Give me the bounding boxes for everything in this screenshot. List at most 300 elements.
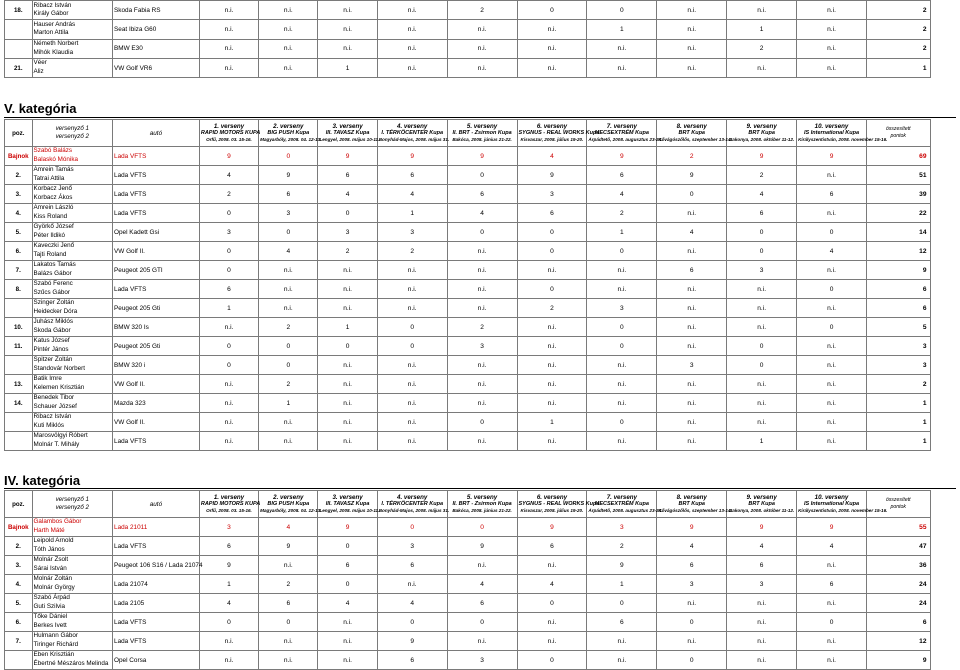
- race-result-cell: n.i.: [587, 356, 657, 375]
- position-cell: 21.: [5, 58, 33, 77]
- driver-pair-cell: [32, 518, 112, 537]
- header-car: autó: [113, 491, 200, 518]
- race-result-cell: n.i.: [377, 575, 447, 594]
- race-result-cell: 1: [727, 20, 797, 39]
- race-result-cell: 0: [199, 613, 258, 632]
- race-result-cell: n.i.: [199, 39, 258, 58]
- position-cell: 6.: [5, 242, 33, 261]
- race-result-cell: 3: [517, 185, 587, 204]
- race-result-cell: 6: [587, 613, 657, 632]
- race-result-cell: 0: [377, 518, 447, 537]
- race-result-cell: 4: [657, 537, 727, 556]
- race-name: RAPID MOTORS KUPA: [200, 501, 261, 508]
- race-result-cell: 1: [318, 318, 377, 337]
- table-row: [5, 356, 956, 375]
- race-result-cell: 4: [657, 223, 727, 242]
- race-result-cell: n.i.: [727, 651, 797, 670]
- race-result-cell: n.i.: [727, 594, 797, 613]
- race-result-cell: 6: [199, 280, 258, 299]
- header-race-3: [318, 120, 380, 147]
- race-number: 10. verseny: [814, 494, 849, 502]
- driver-pair-cell: [32, 356, 112, 375]
- total-points-cell: 1: [866, 394, 930, 413]
- race-result-cell: n.i.: [517, 632, 587, 651]
- race-result-cell: n.i.: [657, 632, 727, 651]
- header-total: [866, 120, 930, 147]
- car-cell: VW Golf VR6: [113, 58, 200, 77]
- total-points-cell: 51: [866, 166, 930, 185]
- race-result-cell: 2: [727, 166, 797, 185]
- race-result-cell: 2: [587, 204, 657, 223]
- race-result-cell: n.i.: [797, 39, 867, 58]
- race-result-cell: n.i.: [259, 261, 318, 280]
- driver-2: Molnár György: [33, 584, 75, 591]
- race-result-cell: 6: [657, 556, 727, 575]
- driver-2: Aliz: [33, 68, 44, 76]
- race-result-cell: 0: [259, 613, 318, 632]
- race-result-cell: n.i.: [727, 280, 797, 299]
- race-result-cell: n.i.: [318, 613, 377, 632]
- race-result-cell: n.i.: [657, 318, 727, 337]
- race-result-cell: 3: [199, 518, 258, 537]
- position-cell: 5.: [5, 594, 33, 613]
- race-result-cell: 0: [657, 185, 727, 204]
- driver-1: Amrein László: [33, 204, 74, 212]
- race-number: 8. verseny: [676, 123, 707, 131]
- position-cell: 7.: [5, 261, 33, 280]
- total-points-cell: 24: [866, 594, 930, 613]
- position-cell: 8.: [5, 280, 33, 299]
- driver-1: Batik Imre: [33, 375, 62, 383]
- total-points-cell: 1: [866, 432, 930, 451]
- race-result-cell: 0: [447, 613, 517, 632]
- race-result-cell: n.i.: [587, 58, 657, 77]
- header-race-1: [199, 120, 261, 147]
- race-result-cell: n.i.: [727, 299, 797, 318]
- race-result-cell: 9: [797, 518, 867, 537]
- race-name: III. TAVASZ Kupa: [325, 130, 370, 137]
- driver-2: Kelemen Krisztián: [33, 384, 85, 391]
- race-name: II. BRT - Zsirmon Kupa: [452, 130, 512, 137]
- car-cell: Lada VFTS: [113, 432, 200, 451]
- driver-pair-cell: [32, 337, 112, 356]
- race-result-cell: n.i.: [259, 432, 318, 451]
- driver-pair-cell: [32, 299, 112, 318]
- driver-pair-cell: [32, 556, 112, 575]
- race-result-cell: 9: [447, 147, 517, 166]
- driver-2: Skoda Gábor: [33, 327, 71, 334]
- race-result-cell: 4: [517, 147, 587, 166]
- race-result-cell: 2: [447, 1, 517, 20]
- driver-1: Galambos Gábor: [33, 518, 82, 526]
- race-result-cell: 6: [727, 556, 797, 575]
- race-result-cell: n.i.: [447, 356, 517, 375]
- race-result-cell: 9: [199, 556, 258, 575]
- race-result-cell: 4: [447, 204, 517, 223]
- race-place-date: Kisvaszar, 2008. július 19-20.: [520, 507, 584, 513]
- race-result-cell: 0: [199, 356, 258, 375]
- driver-1: Spitzer Zoltán: [33, 356, 73, 364]
- header-race-5: [447, 120, 517, 147]
- race-result-cell: 1: [199, 299, 258, 318]
- race-result-cell: 2: [447, 318, 517, 337]
- race-name: SYGNUS - REAL WORKS Kupa: [518, 501, 600, 508]
- race-result-cell: 9: [797, 147, 867, 166]
- race-result-cell: n.i.: [318, 20, 377, 39]
- position-cell: [5, 651, 33, 670]
- race-number: 2. verseny: [273, 494, 304, 502]
- position-cell: [5, 299, 33, 318]
- category-v-table: [4, 119, 956, 451]
- header-total: [866, 491, 930, 518]
- position-cell: 4.: [5, 575, 33, 594]
- table-row: [5, 147, 956, 166]
- race-result-cell: 3: [587, 299, 657, 318]
- car-cell: Lada VFTS: [113, 204, 200, 223]
- race-result-cell: 0: [318, 204, 377, 223]
- race-result-cell: n.i.: [587, 394, 657, 413]
- race-result-cell: n.i.: [259, 39, 318, 58]
- total-points-cell: 1: [866, 58, 930, 77]
- category-title-iv: IV. kategória: [4, 473, 81, 488]
- race-result-cell: 3: [447, 337, 517, 356]
- race-result-cell: n.i.: [259, 280, 318, 299]
- driver-2: Ébertné Mészáros Melinda: [33, 660, 109, 667]
- car-cell: Lada 21074: [113, 575, 200, 594]
- race-result-cell: 9: [657, 166, 727, 185]
- race-result-cell: 6: [199, 537, 258, 556]
- table-row: [5, 537, 956, 556]
- car-cell: VW Golf II.: [113, 375, 200, 394]
- driver-1: Németh Norbert: [33, 40, 79, 48]
- race-result-cell: 9: [587, 556, 657, 575]
- car-cell: Opel Corsa: [113, 651, 200, 670]
- race-result-cell: 4: [259, 242, 318, 261]
- car-cell: Seat Ibiza G60: [113, 20, 200, 39]
- race-result-cell: 1: [587, 223, 657, 242]
- race-result-cell: n.i.: [199, 1, 258, 20]
- race-result-cell: 1: [517, 413, 587, 432]
- race-result-cell: 3: [727, 261, 797, 280]
- table-row: [5, 556, 956, 575]
- race-result-cell: 0: [199, 204, 258, 223]
- race-result-cell: 3: [259, 204, 318, 223]
- race-number: 1. verseny: [213, 494, 245, 502]
- race-result-cell: 0: [447, 166, 517, 185]
- race-result-cell: n.i.: [447, 242, 517, 261]
- race-result-cell: n.i.: [447, 39, 517, 58]
- total-points-cell: 1: [866, 413, 930, 432]
- race-result-cell: 6: [377, 651, 447, 670]
- race-result-cell: 0: [199, 261, 258, 280]
- race-result-cell: 6: [377, 556, 447, 575]
- table-row: [5, 432, 956, 451]
- driver-1: Lakatos Tamás: [33, 261, 76, 269]
- race-result-cell: n.i.: [517, 20, 587, 39]
- race-result-cell: 0: [727, 356, 797, 375]
- table-row: [5, 518, 956, 537]
- race-result-cell: n.i.: [797, 356, 867, 375]
- driver-1: Ribacz István: [33, 1, 72, 9]
- position-cell: 18.: [5, 1, 33, 20]
- total-points-cell: 6: [866, 299, 930, 318]
- car-cell: Peugeot 106 S16 / Lada 21074: [113, 556, 200, 575]
- race-result-cell: 9: [318, 147, 377, 166]
- race-result-cell: 6: [657, 261, 727, 280]
- race-name: SYGNUS - REAL WORKS Kupa: [518, 130, 600, 137]
- race-result-cell: n.i.: [797, 432, 867, 451]
- total-points-cell: 3: [866, 337, 930, 356]
- car-cell: Lada VFTS: [113, 632, 200, 651]
- total-points-cell: 5: [866, 318, 930, 337]
- driver-2: Schauer József: [33, 403, 77, 410]
- race-result-cell: n.i.: [657, 432, 727, 451]
- driver-pair-cell: [32, 58, 112, 77]
- race-result-cell: 0: [657, 613, 727, 632]
- race-result-cell: 0: [377, 318, 447, 337]
- header-race-10: [797, 120, 888, 147]
- race-result-cell: 9: [587, 147, 657, 166]
- driver-1: Molnár Zsolt: [33, 556, 69, 564]
- header-total-2: pontok: [890, 504, 907, 510]
- driver-2: Balaskó Mónika: [33, 156, 78, 163]
- race-result-cell: 6: [259, 185, 318, 204]
- race-result-cell: n.i.: [727, 394, 797, 413]
- race-result-cell: n.i.: [199, 432, 258, 451]
- position-cell: 7.: [5, 632, 33, 651]
- total-points-cell: 47: [866, 537, 930, 556]
- race-number: 5. verseny: [466, 123, 498, 131]
- header-driver-1: versenyző 1: [55, 125, 89, 132]
- header-total-2: pontok: [890, 133, 907, 139]
- driver-1: Katus József: [33, 337, 70, 345]
- position-cell: 3.: [5, 556, 33, 575]
- position-cell: 3.: [5, 185, 33, 204]
- race-result-cell: 9: [377, 147, 447, 166]
- driver-2: Péter Ildikó: [33, 232, 66, 239]
- race-result-cell: n.i.: [318, 356, 377, 375]
- header-pos: poz.: [5, 120, 33, 147]
- race-result-cell: n.i.: [259, 299, 318, 318]
- race-result-cell: n.i.: [797, 337, 867, 356]
- race-result-cell: n.i.: [517, 556, 587, 575]
- driver-1: Korbacz Jenő: [33, 185, 73, 193]
- position-cell: [5, 413, 33, 432]
- race-result-cell: n.i.: [797, 556, 867, 575]
- car-cell: Mazda 323: [113, 394, 200, 413]
- header-race-6: [517, 491, 600, 518]
- race-name: MECSEXTRÉM Kupa: [594, 130, 649, 137]
- driver-1: Ribacz István: [33, 413, 72, 421]
- race-name: I. TÉRKÖCENTER Kupa: [381, 501, 444, 508]
- race-result-cell: 9: [727, 147, 797, 166]
- race-result-cell: 4: [797, 537, 867, 556]
- race-result-cell: 3: [377, 537, 447, 556]
- table-row: [5, 280, 956, 299]
- race-result-cell: n.i.: [727, 1, 797, 20]
- race-result-cell: n.i.: [517, 318, 587, 337]
- header-race-2: [259, 491, 322, 518]
- driver-2: Molnár T. Mihály: [33, 441, 80, 448]
- race-result-cell: 4: [727, 185, 797, 204]
- race-result-cell: n.i.: [377, 432, 447, 451]
- table-row: [5, 413, 956, 432]
- driver-1: Leipold Arnold: [33, 537, 74, 545]
- car-cell: Lada VFTS: [113, 280, 200, 299]
- race-result-cell: 0: [318, 575, 377, 594]
- race-result-cell: n.i.: [657, 204, 727, 223]
- race-result-cell: 0: [259, 337, 318, 356]
- race-result-cell: 2: [377, 242, 447, 261]
- race-result-cell: 4: [517, 575, 587, 594]
- table-row: [5, 299, 956, 318]
- car-cell: VW Golf II.: [113, 413, 200, 432]
- car-cell: Opel Kadett Gsi: [113, 223, 200, 242]
- race-place-date: Kővágószőlős, szeptember 13-14.: [658, 136, 732, 142]
- race-name: RAPID MOTORS KUPA: [200, 130, 261, 137]
- total-points-cell: 24: [866, 575, 930, 594]
- race-result-cell: 9: [377, 632, 447, 651]
- race-result-cell: n.i.: [587, 280, 657, 299]
- race-result-cell: 3: [657, 356, 727, 375]
- driver-2: Tajti Roland: [33, 251, 67, 258]
- driver-2: Harth Máté: [33, 527, 65, 534]
- race-result-cell: n.i.: [377, 280, 447, 299]
- race-result-cell: n.i.: [377, 394, 447, 413]
- car-cell: Lada VFTS: [113, 613, 200, 632]
- race-result-cell: 3: [318, 223, 377, 242]
- race-number: 6. verseny: [536, 494, 568, 502]
- driver-pair-cell: [32, 280, 112, 299]
- race-result-cell: 1: [259, 394, 318, 413]
- race-result-cell: n.i.: [259, 651, 318, 670]
- race-result-cell: 4: [727, 537, 797, 556]
- position-cell: Bajnok: [5, 518, 33, 537]
- race-result-cell: 0: [657, 651, 727, 670]
- table-row: [5, 39, 956, 58]
- race-result-cell: n.i.: [318, 1, 377, 20]
- race-result-cell: n.i.: [259, 632, 318, 651]
- driver-2: Berkes Ivett: [33, 622, 67, 629]
- driver-2: Standovár Norbert: [33, 365, 85, 372]
- race-result-cell: n.i.: [377, 356, 447, 375]
- race-result-cell: 0: [199, 337, 258, 356]
- total-points-cell: 22: [866, 204, 930, 223]
- race-result-cell: 3: [377, 223, 447, 242]
- race-result-cell: 9: [517, 166, 587, 185]
- driver-2: Tiringer Richárd: [33, 641, 79, 648]
- race-result-cell: n.i.: [517, 337, 587, 356]
- position-cell: [5, 356, 33, 375]
- race-result-cell: n.i.: [657, 594, 727, 613]
- race-result-cell: 0: [318, 337, 377, 356]
- race-result-cell: 0: [587, 413, 657, 432]
- race-result-cell: 0: [517, 594, 587, 613]
- driver-pair-cell: [32, 394, 112, 413]
- race-result-cell: 1: [199, 575, 258, 594]
- driver-pair-cell: [32, 204, 112, 223]
- position-cell: Bajnok: [5, 147, 33, 166]
- race-result-cell: n.i.: [377, 58, 447, 77]
- race-result-cell: n.i.: [797, 299, 867, 318]
- race-result-cell: 9: [259, 166, 318, 185]
- race-result-cell: n.i.: [199, 318, 258, 337]
- race-result-cell: 4: [318, 185, 377, 204]
- race-result-cell: n.i.: [517, 613, 587, 632]
- header-driver-1: versenyző 1: [55, 496, 89, 503]
- race-result-cell: 0: [517, 242, 587, 261]
- header-race-7: [587, 491, 663, 518]
- race-result-cell: 0: [447, 518, 517, 537]
- position-cell: [5, 20, 33, 39]
- race-result-cell: n.i.: [199, 58, 258, 77]
- table-row: [5, 185, 956, 204]
- table-row: [5, 337, 956, 356]
- race-result-cell: 6: [797, 185, 867, 204]
- header-race-6: [517, 120, 600, 147]
- race-place-date: Királyszentistván, 2008. november 15-16.: [798, 136, 888, 142]
- position-cell: 14.: [5, 394, 33, 413]
- race-result-cell: 2: [259, 375, 318, 394]
- driver-1: Kaveczki Jenő: [33, 242, 75, 250]
- race-result-cell: n.i.: [587, 632, 657, 651]
- table-row: [5, 394, 956, 413]
- race-result-cell: n.i.: [447, 632, 517, 651]
- driver-1: Hulmann Gábor: [33, 632, 78, 640]
- position-cell: 13.: [5, 375, 33, 394]
- race-result-cell: 0: [797, 223, 867, 242]
- driver-pair-cell: [32, 318, 112, 337]
- race-result-cell: 0: [797, 318, 867, 337]
- race-result-cell: n.i.: [259, 20, 318, 39]
- race-result-cell: 2: [259, 318, 318, 337]
- race-result-cell: 9: [318, 518, 377, 537]
- race-name: BIG PUSH Kupa: [267, 501, 310, 508]
- race-result-cell: 9: [727, 518, 797, 537]
- race-result-cell: 0: [517, 280, 587, 299]
- driver-pair-cell: [32, 632, 112, 651]
- race-number: 7. verseny: [606, 494, 637, 502]
- driver-1: Marosvölgyi Róbert: [33, 432, 88, 440]
- race-result-cell: n.i.: [517, 375, 587, 394]
- race-result-cell: n.i.: [377, 299, 447, 318]
- race-result-cell: n.i.: [797, 58, 867, 77]
- total-points-cell: 2: [866, 39, 930, 58]
- total-points-cell: 39: [866, 185, 930, 204]
- race-result-cell: n.i.: [318, 39, 377, 58]
- race-place-date: Kisvaszar, 2008. július 19-20.: [520, 136, 584, 142]
- driver-1: Györkő József: [33, 223, 74, 231]
- table-row: [5, 632, 956, 651]
- car-cell: Peugeot 205 GTI: [113, 261, 200, 280]
- driver-pair-cell: [32, 1, 112, 20]
- race-result-cell: n.i.: [657, 375, 727, 394]
- race-result-cell: 2: [318, 242, 377, 261]
- race-number: 9. verseny: [746, 494, 777, 502]
- race-place-date: Bakóca, 2008. június 21-22.: [452, 136, 512, 142]
- category-header-row: [5, 491, 956, 518]
- race-result-cell: n.i.: [797, 632, 867, 651]
- total-points-cell: 6: [866, 613, 930, 632]
- header-car: autó: [113, 120, 200, 147]
- race-result-cell: n.i.: [199, 375, 258, 394]
- race-result-cell: n.i.: [657, 58, 727, 77]
- race-result-cell: n.i.: [657, 337, 727, 356]
- race-result-cell: n.i.: [657, 394, 727, 413]
- race-result-cell: n.i.: [447, 556, 517, 575]
- driver-pair-cell: [32, 651, 112, 670]
- race-result-cell: 4: [199, 594, 258, 613]
